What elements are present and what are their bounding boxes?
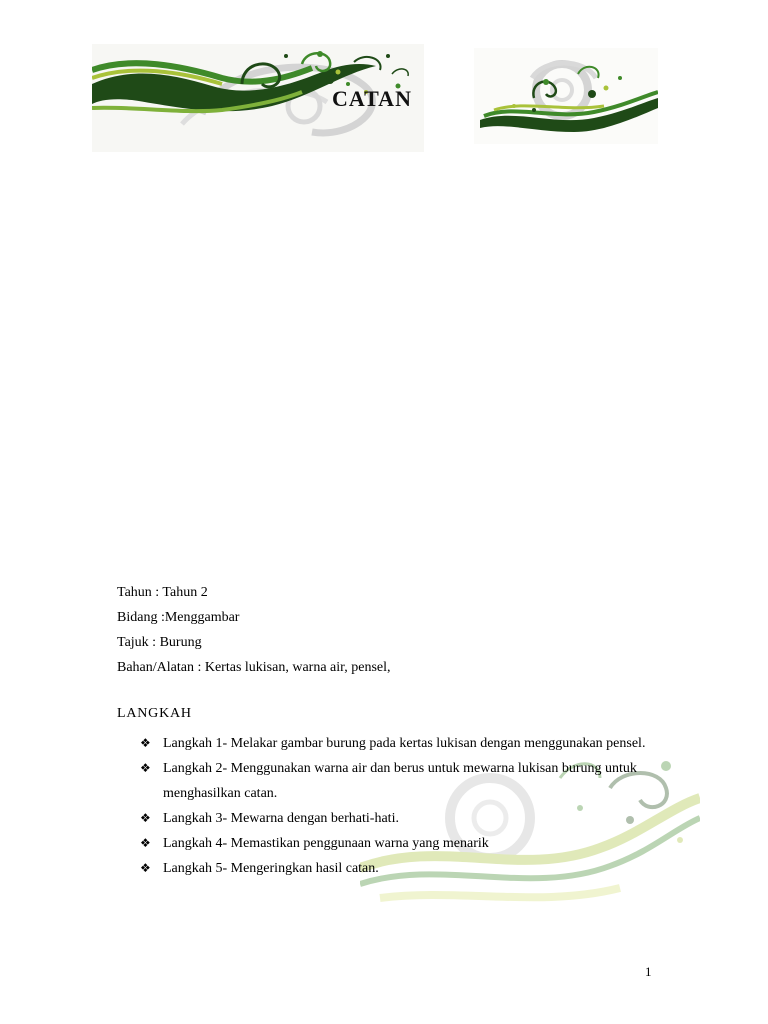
diamond-bullet-icon: ❖ [140, 761, 151, 775]
list-item [140, 856, 660, 881]
list-item [140, 756, 660, 806]
diamond-bullet-icon: ❖ [140, 861, 151, 875]
step-text: Langkah 3- Mewarna dengan berhati-hati. [163, 811, 399, 826]
step-text: Langkah 5- Mengeringkan hasil catan. [163, 861, 379, 876]
list-item [140, 806, 660, 831]
steps-list [140, 731, 660, 881]
detail-tajuk: Tajuk : Burung [117, 635, 202, 650]
diamond-bullet-icon: ❖ [140, 811, 151, 825]
list-item [140, 731, 660, 756]
detail-bidang: Bidang :Menggambar [117, 610, 240, 625]
step-text: Langkah 4- Memastikan penggunaan warna yang menarik [163, 836, 489, 851]
diamond-bullet-icon: ❖ [140, 736, 151, 750]
steps-heading: LANGKAH [117, 706, 192, 721]
header-ornament [474, 48, 658, 144]
page-number: 1 [645, 964, 652, 979]
step-text: Langkah 2- Menggunakan warna air dan berus untuk mewarna lukisan burung untuk menghasilkan catan. [163, 761, 637, 801]
step-text: Langkah 1- Melakar gambar burung pada kertas lukisan dengan menggunakan pensel. [163, 736, 646, 751]
details-block [117, 580, 391, 680]
detail-bahan-alatan: Bahan/Alatan : Kertas lukisan, warna air, pensel, [117, 660, 391, 675]
detail-tahun: Tahun : Tahun 2 [117, 585, 208, 600]
green-swirl-ornament-icon [474, 48, 658, 144]
header-banner [92, 44, 424, 152]
page-title: CATAN [332, 86, 412, 111]
list-item [140, 831, 660, 856]
diamond-bullet-icon: ❖ [140, 836, 151, 850]
